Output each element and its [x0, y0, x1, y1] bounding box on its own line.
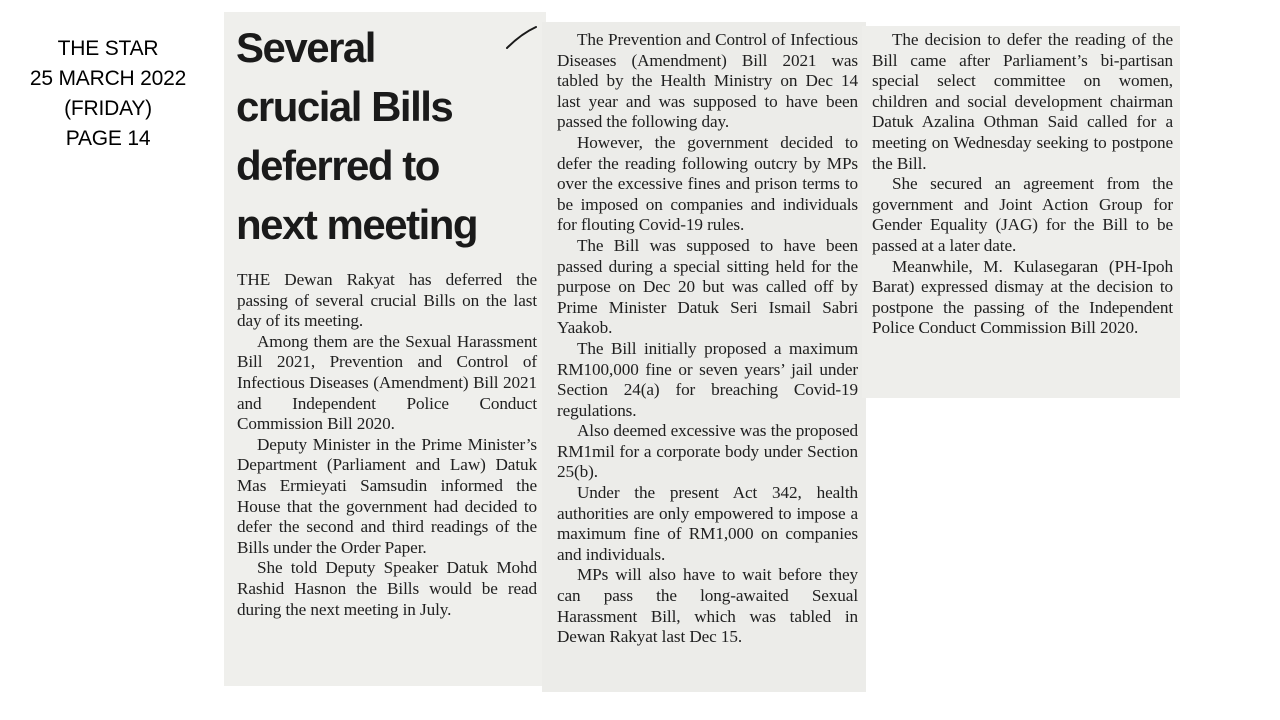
article-paragraph: Meanwhile, M. Kulasegaran (PH-Ipoh Barat) expressed dismay at the decision to postpone the passing of the Independent Police Conduct Commission Bill 2020. [872, 256, 1173, 338]
article-paragraph: The Bill was supposed to have been passed during a special sitting held for the purpose on Dec 20 but was called off by Prime Minister Datuk Seri Ismail Sabri Yaakob. [557, 235, 858, 338]
source-label [14, 34, 202, 154]
article-paragraph: The decision to defer the reading of the Bill came after Parliament’s bi-partisan special select committee on women, children and social development chairman Datuk Azalina Othman Said called for a meeting on Wednesday seeking to postpone the Bill. [872, 30, 1173, 173]
article-paragraph: MPs will also have to wait before they can pass the long-awaited Sexual Harassment Bill, which was tabled in Dewan Rakyat last Dec 15. [557, 565, 858, 647]
publication-weekday: (FRIDAY) [64, 97, 152, 120]
article-paragraph: Among them are the Sexual Harassment Bill 2021, Prevention and Control of Infectious Diseases (Amendment) Bill 2021 and Independent Police Conduct Commission Bill 2020. [237, 331, 537, 434]
article-paragraph: Deputy Minister in the Prime Minister’s Department (Parliament and Law) Datuk Mas Ermieyati Samsudin informed the House that the government had decided to defer the second and third readings of the Bills under the Order Paper. [237, 434, 537, 557]
article-paragraph: However, the government decided to defer the reading following outcry by MPs over the excessive fines and prison terms to be imposed on companies and individuals for flouting Covid-19 rules. [557, 132, 858, 235]
publication-date: 25 MARCH 2022 [29, 67, 187, 90]
article-column-3 [872, 30, 1173, 339]
headline-line: next meeting [236, 201, 478, 248]
article-column-1 [237, 270, 537, 620]
article-column-2 [557, 30, 858, 648]
article-headline [236, 18, 536, 254]
article-paragraph: The Bill initially proposed a maximum RM100,000 fine or seven years’ jail under Section 24(a) for breaching Covid-19 regulations. [557, 338, 858, 420]
headline-line: deferred to [236, 142, 439, 189]
article-paragraph: THE Dewan Rakyat has deferred the passing of several crucial Bills on the last day of its meeting. [237, 270, 537, 331]
article-paragraph: She secured an agreement from the government and Joint Action Group for Gender Equality (JAG) for the Bill to be passed at a later date. [872, 174, 1173, 255]
article-paragraph: Also deemed excessive was the proposed RM1mil for a corporate body under Section 25(b). [557, 421, 858, 482]
pen-mark-icon [505, 24, 539, 52]
headline-line: crucial Bills [236, 83, 453, 130]
publication-page: PAGE 14 [65, 127, 151, 150]
article-paragraph: The Prevention and Control of Infectious Diseases (Amendment) Bill 2021 was tabled by the Health Ministry on Dec 14 last year and was supposed to have been passed the following day. [557, 30, 858, 132]
article-paragraph: Under the present Act 342, health authorities are only empowered to impose a maximum fine of RM1,000 on companies and individuals. [557, 483, 858, 564]
headline-line: Several [236, 24, 375, 71]
publication-name: THE STAR [57, 37, 159, 60]
article-paragraph: She told Deputy Speaker Datuk Mohd Rashid Hasnon the Bills would be read during the next meeting in July. [237, 558, 537, 619]
